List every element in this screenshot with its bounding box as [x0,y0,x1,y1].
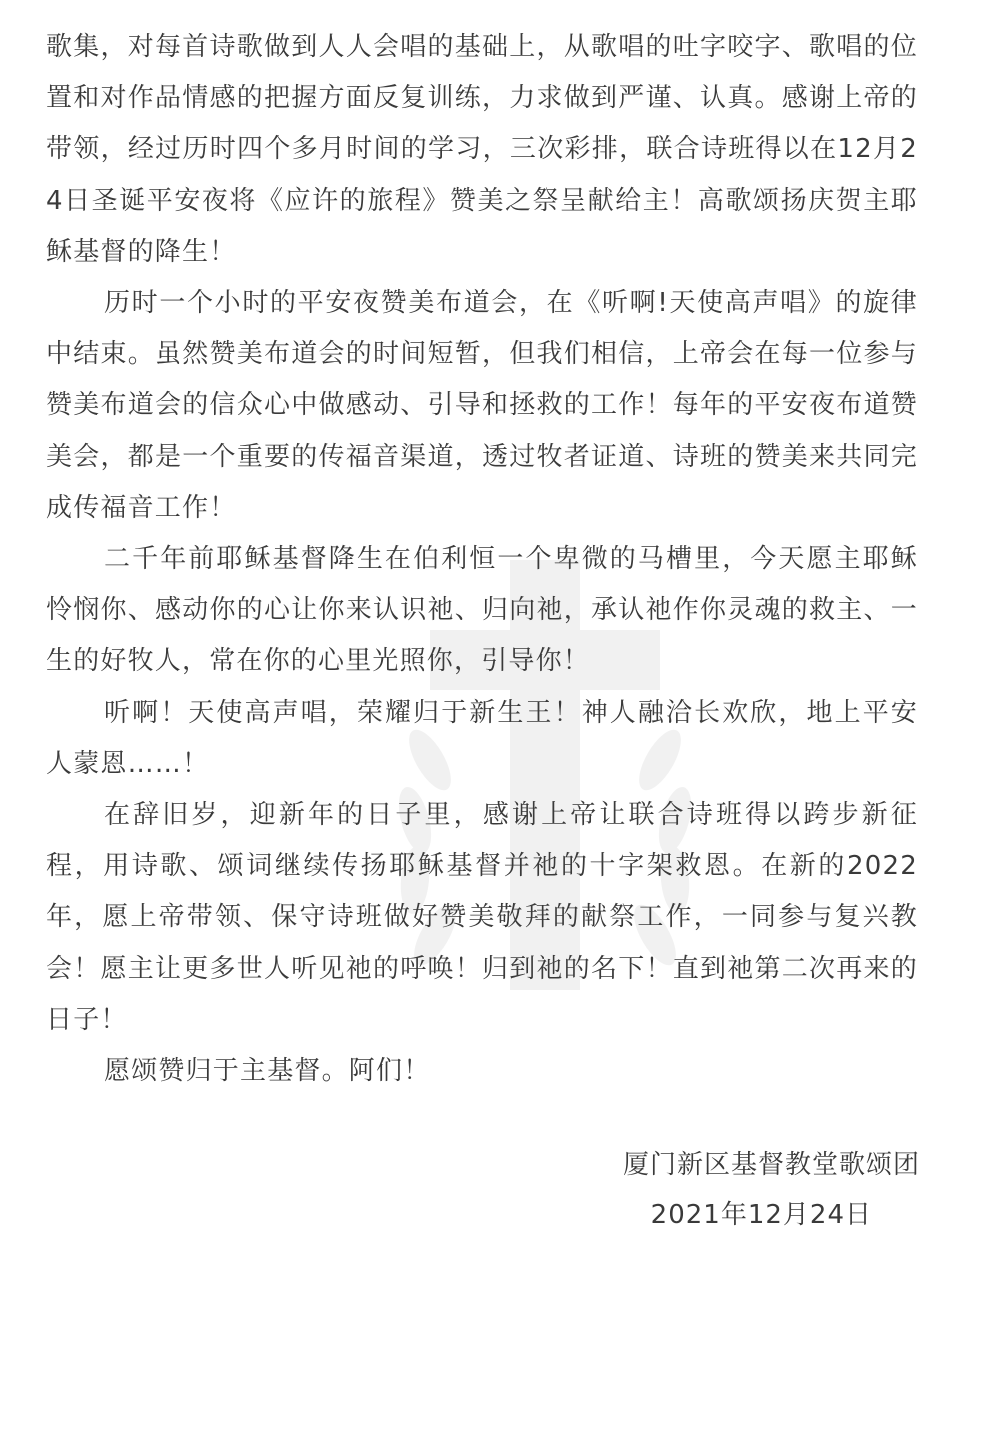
signature-organization: 厦门新区基督教堂歌颂团 [622,1150,920,1180]
paragraph-1: 歌集，对每首诗歌做到人人会唱的基础上，从歌唱的吐字咬字、歌唱的位置和对作品情感的把握方面反复训练，力求做到严谨、认真。感谢上帝的带领，经过历时四个多月时间的学习，三次彩排，联合诗班得以在12月24日圣诞平安夜将《应许的旅程》赞美之祭呈献给主！高歌颂扬庆贺主耶稣基督的降生！ [46,32,918,267]
paragraph-3: 二千年前耶稣基督降生在伯利恒一个卑微的马槽里，今天愿主耶稣怜悯你、感动你的心让你来认识祂、归向祂，承认祂作你灵魂的救主、一生的好牧人，常在你的心里光照你，引导你！ [46,544,918,677]
paragraph-2: 历时一个小时的平安夜赞美布道会，在《听啊!天使高声唱》的旋律中结束。虽然赞美布道会的时间短暂，但我们相信，上帝会在每一位参与赞美布道会的信众心中做感动、引导和拯救的工作！每年的平安夜布道赞美会，都是一个重要的传福音渠道，透过牧者证道、诗班的赞美来共同完成传福音工作！ [46,288,918,523]
signature-block [623,1140,920,1240]
paragraph-6: 愿颂赞归于主基督。阿们！ [104,1056,431,1087]
signature-date: 2021年12月24日 [650,1200,872,1230]
letter-body [46,22,918,1097]
paragraph-5: 在辞旧岁，迎新年的日子里，感谢上帝让联合诗班得以跨步新征程，用诗歌、颂词继续传扬耶稣基督并祂的十字架救恩。在新的2022年，愿上帝带领、保守诗班做好赞美敬拜的献祭工作，一同参与复兴教会！愿主让更多世人听见祂的呼唤！归到祂的名下！直到祂第二次再来的日子！ [46,800,918,1035]
paragraph-4: 听啊！天使高声唱，荣耀归于新生王！神人融洽长欢欣，地上平安人蒙恩……！ [46,697,918,779]
